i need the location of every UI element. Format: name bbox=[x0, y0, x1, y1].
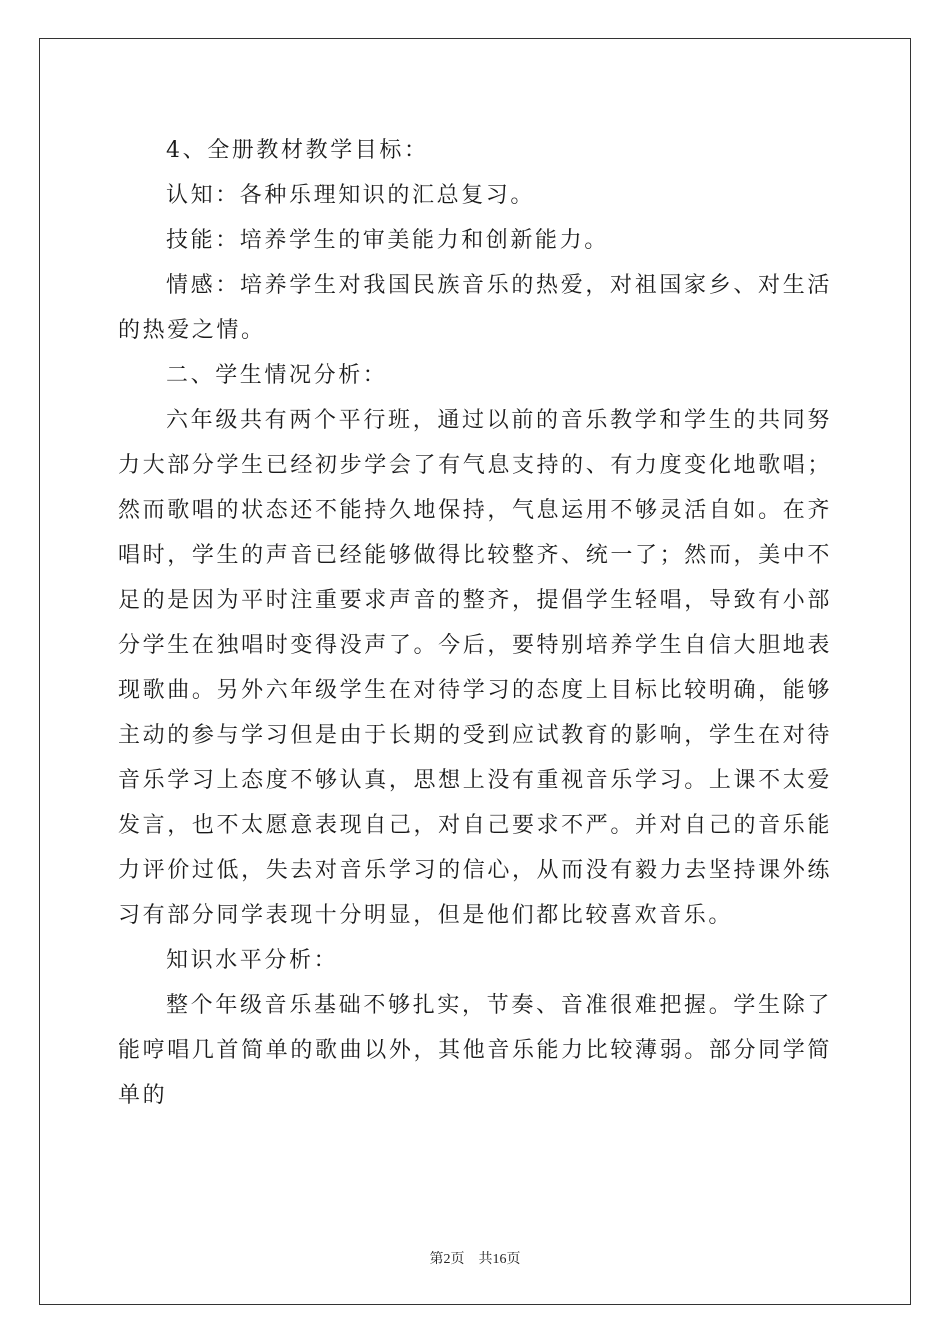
paragraph: 认知：各种乐理知识的汇总复习。 bbox=[166, 183, 536, 208]
paragraph: 六年级共有两个平行班，通过以前的音乐教学和学生的共同努力大部分学生已经初步学会了有气息支持的、有力度变化地歌唱；然而歌唱的状态还不能持久地保持，气息运用不够灵活自如。在齐唱时，学生的声音已经能够做得比较整齐、统一了；然而，美中不足的是因为平时注重要求声音的整齐，提倡学生轻唱，导致有小部分学生在独唱时变得没声了。今后，要特别培养学生自信大胆地表现歌曲。另外六年级学生在对待学习的态度上目标比较明确，能够主动的参与学习但是由于长期的受到应试教育的影响，学生在对待音乐学习上态度不够认真，思想上没有重视音乐学习。上课不太爱发言，也不太愿意表现自己，对自己要求不严。并对自己的音乐能力评价过低，失去对音乐学习的信心，从而没有毅力去坚持课外练习有部分同学表现十分明显，但是他们都比较喜欢音乐。 bbox=[118, 408, 832, 928]
paragraph: 情感：培养学生对我国民族音乐的热爱，对祖国家乡、对生活的热爱之情。 bbox=[118, 273, 832, 343]
paragraph: 技能：培养学生的审美能力和创新能力。 bbox=[166, 228, 609, 253]
page-footer bbox=[0, 1248, 950, 1268]
current-page-label: 第2页 bbox=[429, 1252, 465, 1267]
section-heading: 知识水平分析： bbox=[166, 948, 339, 973]
paragraph: 整个年级音乐基础不够扎实，节奏、音准很难把握。学生除了能哼唱几首简单的歌曲以外，其他音乐能力比较薄弱。部分同学简单的 bbox=[118, 993, 832, 1108]
total-pages-label: 共16页 bbox=[478, 1252, 521, 1267]
section-heading: 二、学生情况分析： bbox=[166, 363, 388, 388]
document-body bbox=[118, 128, 832, 1118]
paragraph: 4、全册教材教学目标： bbox=[166, 138, 429, 163]
